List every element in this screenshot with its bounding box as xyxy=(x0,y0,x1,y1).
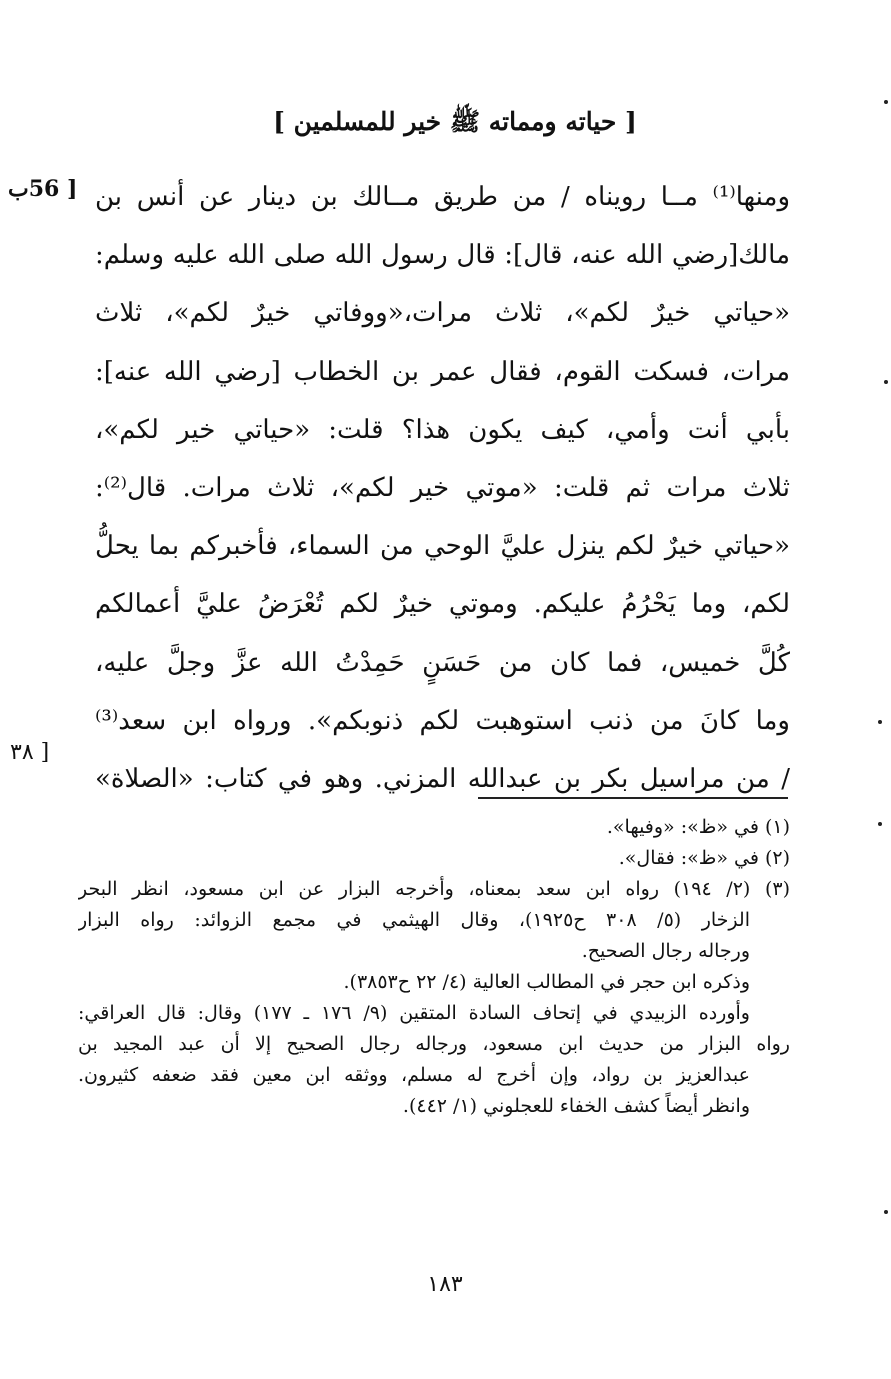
text-line: مرات، فسكت القوم، فقال عمر بن الخطاب [رضي الله عنه]: xyxy=(95,356,790,387)
footnotes xyxy=(78,812,790,1122)
margin-folio-note-top: [ 56ب xyxy=(8,176,78,202)
text-line: كُلَّ خميس، فما كان من حَسَنٍ حَمِدْتُ الله عزَّ وجلَّ عليه، xyxy=(95,647,790,678)
text-line: بأبي أنت وأمي، كيف يكون هذا؟ قلت: «حياتي خير لكم»، xyxy=(95,414,790,445)
footnote-continuation: عبدالعزيز بن رواد، وإن أخرج له مسلم، ووثقه ابن معين فقد ضعفه كثيرون. xyxy=(78,1064,750,1086)
footnote: (٣) (٢/ ١٩٤) رواه ابن سعد بمعناه، وأخرجه البزار عن ابن مسعود، انظر البحر xyxy=(78,878,790,900)
scan-speck xyxy=(884,1210,888,1214)
footnote-continuation: الزخار (٥/ ٣٠٨ ح١٩٢٥)، وقال الهيثمي في مجمع الزوائد: رواه البزار xyxy=(78,909,750,931)
text-line: ثلاث مرات ثم قلت: «موتي خير لكم»، ثلاث مرات. قال⁽²⁾: xyxy=(95,472,790,503)
section-heading: [ حياته ومماته ﷺ خير للمسلمين ] xyxy=(273,107,637,136)
text-line: ومنها⁽¹⁾ مــا رويناه / من طريق مــالك بن دينار عن أنس بن xyxy=(95,182,790,212)
footnote-separator xyxy=(478,797,788,799)
footnote: (١) في «ظ»: «وفيها». xyxy=(606,816,790,838)
text-line: «حياتي خيرٌ لكم»، ثلاث مرات،«ووفاتي خيرٌ لكم»، ثلاث xyxy=(95,298,790,329)
footnote-continuation: وانظر أيضاً كشف الخفاء للعجلوني (١/ ٤٤٢). xyxy=(402,1095,750,1117)
main-text xyxy=(95,168,790,808)
page-number: ١٨٣ xyxy=(427,1272,463,1297)
margin-folio-note-bottom: [ ٣٨ xyxy=(10,740,50,765)
footnote-continuation: ورجاله رجال الصحيح. xyxy=(581,940,750,962)
scan-speck xyxy=(884,380,888,384)
text-line: لكم، وما يَحْرُمُ عليكم. وموتي خيرٌ لكم تُعْرَضُ عليَّ أعمالكم xyxy=(95,589,790,620)
text-line: «حياتي خيرٌ لكم ينزل عليَّ الوحي من السماء، فأخبركم بما يحلُّ xyxy=(95,531,790,562)
scan-speck xyxy=(884,100,888,104)
footnote-continuation: وذكره ابن حجر في المطالب العالية (٤/ ٢٢ ح٣٨٥٣). xyxy=(343,971,750,993)
footnote-continuation: رواه البزار من حديث ابن مسعود، ورجاله رجال الصحيح إلا أن عبد المجيد بن xyxy=(78,1033,790,1055)
scan-speck xyxy=(878,720,882,724)
text-line: / من مراسيل بكر بن عبدالله المزني. وهو في كتاب: «الصلاة» xyxy=(95,763,790,794)
text-line: مالك[رضي الله عنه، قال]: قال رسول الله صلى الله عليه وسلم: xyxy=(95,240,790,271)
footnote: (٢) في «ظ»: فقال». xyxy=(618,847,790,869)
footnote-continuation: وأورده الزبيدي في إتحاف السادة المتقين (٩/ ١٧٦ ـ ١٧٧) وقال: قال العراقي: xyxy=(78,1002,750,1024)
scan-speck xyxy=(878,822,882,826)
text-line: وما كانَ من ذنب استوهبت لكم ذنوبكم». ورواه ابن سعد⁽³⁾ xyxy=(95,705,790,736)
